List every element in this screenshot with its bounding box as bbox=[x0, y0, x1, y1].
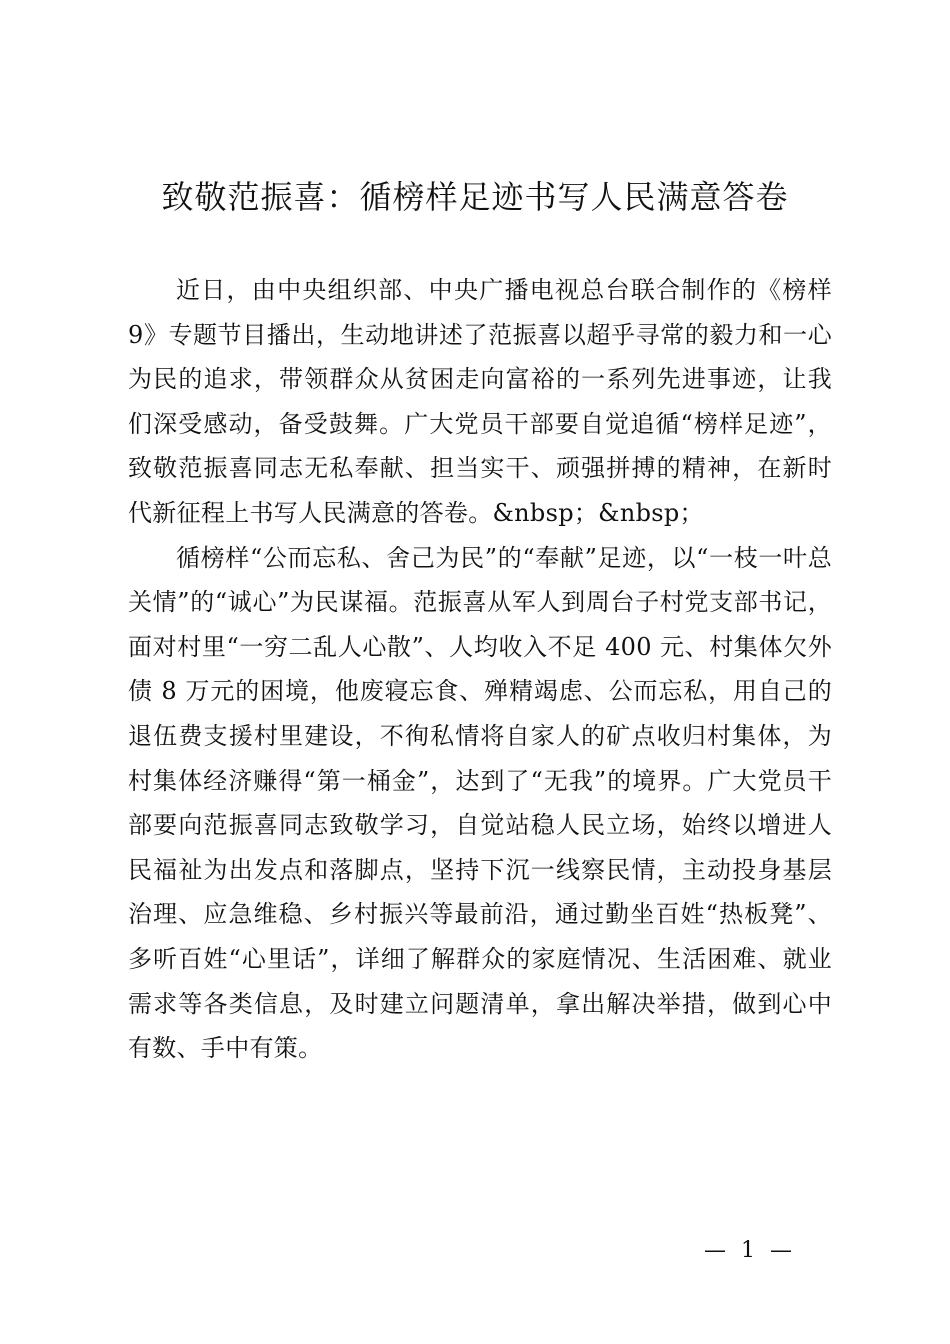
page-number: — 1 — bbox=[704, 1238, 796, 1263]
page-title: 致敬范振喜：循榜样足迹书写人民满意答卷 bbox=[161, 178, 789, 216]
paragraph-intro: 近日，由中央组织部、中央广播电视总台联合制作的《榜样 9》专题节目播出，生动地讲述了范振喜以超乎寻常的毅力和一心为民的追求，带领群众从贫困走向富裕的一系列先进事迹，让我们深受感动，备受鼓舞。广大党员干部要自觉追循“榜样足迹”，致敬范振喜同志无私奉献、担当实干、顽强拼搏的精神，在新时代新征程上书写人民满意的答卷。&nbsp；&nbsp； bbox=[128, 276, 832, 527]
paragraph-dedication: 循榜样“公而忘私、舍己为民”的“奉献”足迹，以“一枝一叶总关情”的“诚心”为民谋福。范振喜从军人到周台子村党支部书记，面对村里“一穷二乱人心散”、人均收入不足 400 元、村集体欠外债 8 万元的困境，他废寝忘食、殚精竭虑、公而忘私，用自己的退伍费支援村里建设，不徇私情将自家人的矿点收归村集体，为村集体经济赚得“第一桶金”，达到了“无我”的境界。广大党员干部要向范振喜同志致敬学习，自觉站稳人民立场，始终以增进人民福祉为出发点和落脚点，坚持下沉一线察民情，主动投身基层治理、应急维稳、乡村振兴等最前沿，通过勤坐百姓“热板凳”、多听百姓“心里话”，详细了解群众的家庭情况、生活困难、就业需求等各类信息，及时建立问题清单，拿出解决举措，做到心中有数、手中有策。 bbox=[128, 543, 833, 1063]
document-body bbox=[128, 268, 832, 1071]
